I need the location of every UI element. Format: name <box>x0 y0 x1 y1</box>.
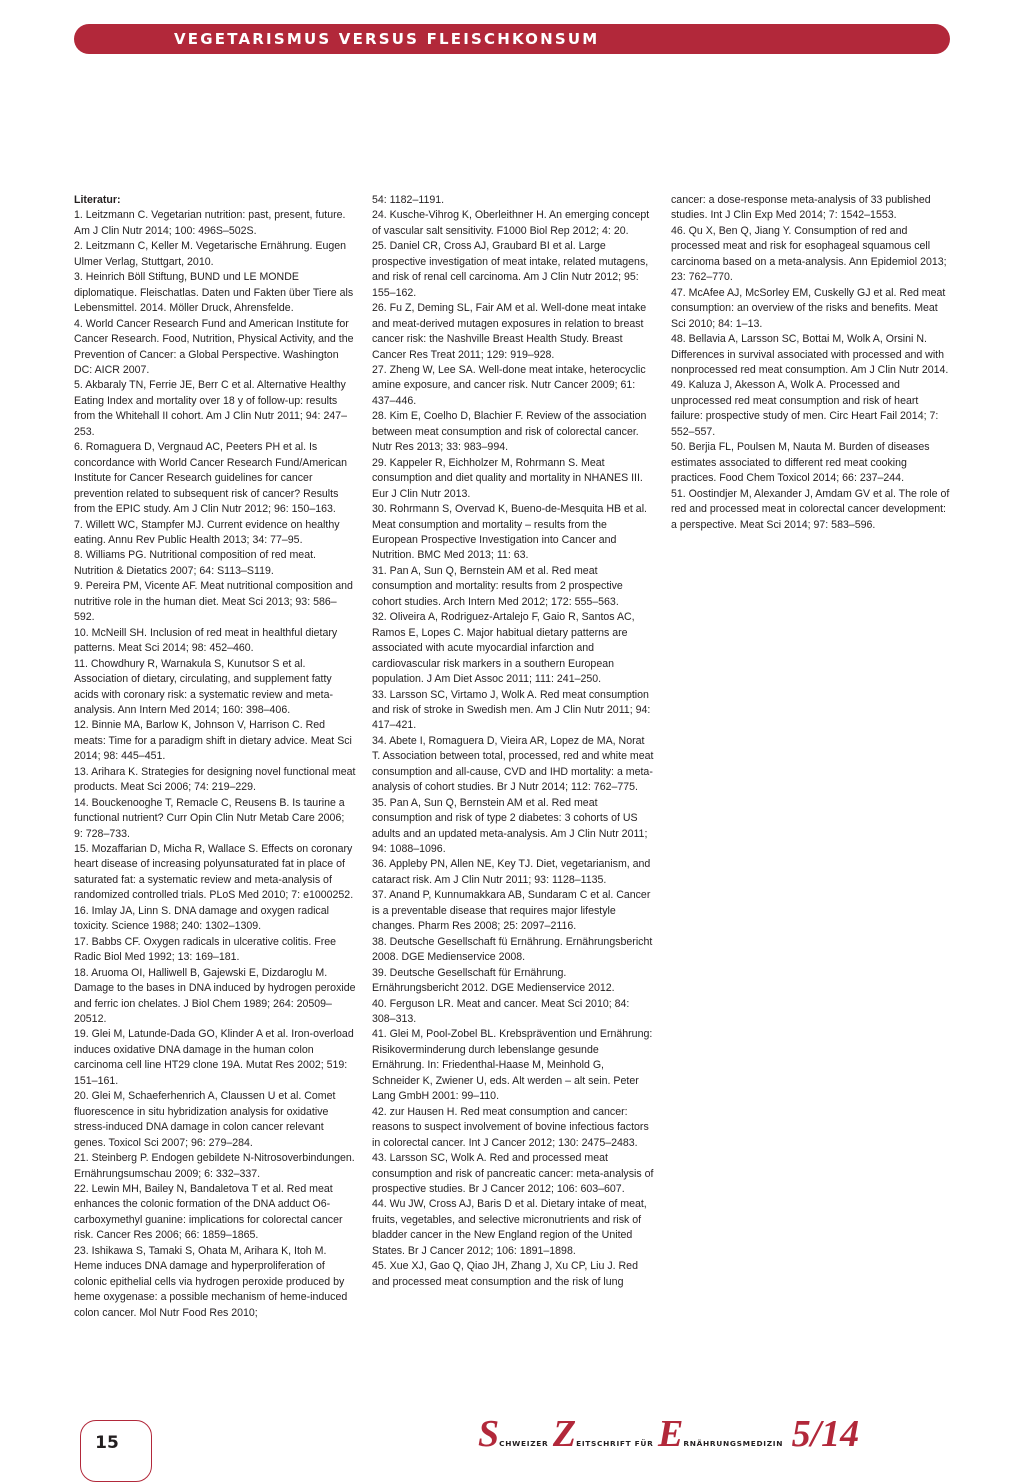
reference-entry: 33. Larsson SC, Virtamo J, Wolk A. Red meat consumption and risk of stroke in Swedish men. Am J Clin Nutr 2011; 94: 417–421. <box>372 688 651 732</box>
reference-entry: 14. Bouckenooghe T, Remacle C, Reusens B. Is taurine a functional nutrient? Curr Opin Clin Nutr Metab Care 2006; 9: 728–733. <box>74 796 345 840</box>
journal-word-1: CHWEIZER <box>499 1439 549 1448</box>
reference-entry: 43. Larsson SC, Wolk A. Red and processed meat consumption and risk of pancreatic cancer: meta-analysis of prospective studies. Br J Cancer 2012; 106: 603–607. <box>372 1152 654 1195</box>
reference-entry: 30. Rohrmann S, Overvad K, Bueno-de-Mesquita HB et al. Meat consumption and mortality – results from the European Prospective Investigation into Cancer and Nutrition. BMC Med 2013; 11: 63. <box>372 503 647 562</box>
reference-entry: 48. Bellavia A, Larsson SC, Bottai M, Wolk A, Orsini N. Differences in survival associated with processed and with nonprocessed red meat consumption. Am J Clin Nutr 2014. <box>671 333 949 376</box>
reference-entry: 1. Leitzmann C. Vegetarian nutrition: past, present, future. Am J Clin Nutr 2014; 100: 496S–502S. <box>74 209 346 237</box>
journal-initial-z: Z <box>552 1413 577 1455</box>
journal-logo <box>478 1412 860 1455</box>
reference-entry: 4. World Cancer Research Fund and American Institute for Cancer Research. Food, Nutrition, Physical Activity, and the Prevention of Cancer: a Global Perspective. Washington DC: AICR 2007. <box>74 317 354 376</box>
reference-entry: 49. Kaluza J, Akesson A, Wolk A. Processed and unprocessed red meat consumption and risk of heart failure: prospective study of men. Circ Heart Fail 2014; 7: 552–557. <box>671 379 939 438</box>
reference-entry: 24. Kusche-Vihrog K, Oberleithner H. An emerging concept of vascular salt sensitivity. F1000 Biol Rep 2012; 4: 20. <box>372 209 650 237</box>
reference-entry: 2. Leitzmann C, Keller M. Vegetarische Ernährung. Eugen Ulmer Verlag, Stuttgart, 2010. <box>74 240 347 268</box>
reference-entry: 31. Pan A, Sun Q, Bernstein AM et al. Red meat consumption and mortality: results from 2 prospective cohort studies. Arch Intern Med 2012; 172: 555–563. <box>372 564 623 608</box>
reference-entry: 19. Glei M, Latunde-Dada GO, Klinder A et al. Iron-overload induces oxidative DNA damage in the human colon carcinoma cell line HT29 clone 19A. Mutat Res 2002; 519: 151–161. <box>74 1028 354 1087</box>
reference-column-2 <box>372 193 654 1290</box>
reference-entry: 6. Romaguera D, Vergnaud AC, Peeters PH et al. Is concordance with World Cancer Research Fund/American Institute for Cancer Research guidelines for cancer prevention related to subsequent risk of cancer? Results from the EPIC study. Am J Clin Nutr 2012; 96: 150–163. <box>74 441 348 516</box>
reference-entry: 36. Appleby PN, Allen NE, Key TJ. Diet, vegetarianism, and cataract risk. Am J Clin Nutr 2011; 93: 1128–1135. <box>372 858 651 886</box>
page-number: 15 <box>95 1433 119 1453</box>
reference-entry: 44. Wu JW, Cross AJ, Baris D et al. Dietary intake of meat, fruits, vegetables, and selective micronutrients and risk of bladder cancer in the New England region of the United States. Br J Cancer 2012; 106: 1891–1898. <box>372 1198 647 1257</box>
literature-heading: Literatur: <box>74 194 121 206</box>
reference-entry: 11. Chowdhury R, Warnakula S, Kunutsor S et al. Association of dietary, circulating, and supplement fatty acids with coronary risk: a systematic review and meta-analysis. Ann Intern Med 2014; 160: 398–406. <box>74 657 334 716</box>
reference-entry: 29. Kappeler R, Eichholzer M, Rohrmann S. Meat consumption and diet quality and mortality in NHANES III. Eur J Clin Nutr 2013. <box>372 456 643 500</box>
journal-initial-s: S <box>478 1413 500 1455</box>
reference-entry: 40. Ferguson LR. Meat and cancer. Meat Sci 2010; 84: 308–313. <box>372 997 630 1026</box>
reference-entry: cancer: a dose-response meta-analysis of 33 published studies. Int J Clin Exp Med 2014; 7: 1542–1553. <box>671 194 931 222</box>
reference-entry: 27. Zheng W, Lee SA. Well-done meat intake, heterocyclic amine exposure, and cancer risk. Nutr Cancer 2009; 61: 437–446. <box>372 363 646 407</box>
reference-entry: 41. Glei M, Pool-Zobel BL. Krebsprävention und Ernährung: Risikoverminderung durch lebenslange gesunde Ernährung. In: Friedenthal-Haase M, Meinhold G, Schneider K, Zwiener U, eds. Alt werden – alt sein. Peter Lang GmbH 2001: 99–110. <box>372 1028 653 1103</box>
reference-entry: 5. Akbaraly TN, Ferrie JE, Berr C et al. Alternative Healthy Eating Index and mortality over 18 y of follow-up: results from the Whitehall II cohort. Am J Clin Nutr 2011; 94: 247–253. <box>74 379 348 438</box>
reference-entry: 26. Fu Z, Deming SL, Fair AM et al. Well-done meat intake and meat-derived mutagen exposures in relation to breast cancer risk: the Nashville Breast Health Study. Breast Cancer Res Treat 2011; 129: 919–928. <box>372 302 647 361</box>
reference-entry: 25. Daniel CR, Cross AJ, Graubard BI et al. Large prospective investigation of meat intake, related mutagens, and risk of renal cell carcinoma. Am J Clin Nutr 2012; 95: 155–162. <box>372 240 649 299</box>
section-title: VEGETARISMUS VERSUS FLEISCHKONSUM <box>174 30 600 48</box>
reference-entry: 22. Lewin MH, Bailey N, Bandaletova T et al. Red meat enhances the colonic formation of the DNA adduct O6-carboxymethyl guanine: implications for colorectal cancer risk. Cancer Res 2006; 66: 1859–1865. <box>74 1183 343 1242</box>
reference-entry: 12. Binnie MA, Barlow K, Johnson V, Harrison C. Red meats: Time for a paradigm shift in dietary advice. Meat Sci 2014; 98: 445–451. <box>74 719 352 763</box>
reference-entry: 46. Qu X, Ben Q, Jiang Y. Consumption of red and processed meat and risk for esophageal squamous cell carcinoma based on a meta-analysis. Ann Epidemiol 2013; 23: 762–770. <box>671 224 947 284</box>
reference-entry: 13. Arihara K. Strategies for designing novel functional meat products. Meat Sci 2006; 74: 219–229. <box>74 765 356 794</box>
reference-entry: 10. McNeill SH. Inclusion of red meat in healthful dietary patterns. Meat Sci 2014; 98: 452–460. <box>74 626 338 655</box>
page-number-badge <box>80 1420 152 1482</box>
reference-entry: 32. Oliveira A, Rodriguez-Artalejo F, Gaio R, Santos AC, Ramos E, Lopes C. Major habitual dietary patterns are associated with acute myocardial infarction and cardiovascular risk markers in a southern European population. J Am Diet Assoc 2011; 111: 241–250. <box>372 611 635 686</box>
reference-entry: 39. Deutsche Gesellschaft für Ernährung. Ernährungsbericht 2012. DGE Medienservice 2012. <box>372 966 615 995</box>
reference-entry: 38. Deutsche Gesellschaft fü Ernährung. Ernährungsbericht 2008. DGE Medienservice 2008. <box>372 935 653 964</box>
reference-entry: 23. Ishikawa S, Tamaki S, Ohata M, Arihara K, Itoh M. Heme induces DNA damage and hyperproliferation of colonic epithelial cells via hydrogen peroxide produced by heme oxygenase: a possible mechanism of heme-induced colon cancer. Mol Nutr Food Res 2010; <box>74 1244 348 1319</box>
reference-entry: 3. Heinrich Böll Stiftung, BUND und LE MONDE diplomatique. Fleischatlas. Daten und Fakten über Tiere als Lebensmittel. 2014. Möller Druck, Ahrensfelde. <box>74 271 354 315</box>
journal-initial-e: E <box>657 1413 684 1455</box>
reference-entry: 16. Imlay JA, Linn S. DNA damage and oxygen radical toxicity. Science 1988; 240: 1302–1309. <box>74 904 329 933</box>
journal-word-2: EITSCHRIFT FÜR <box>576 1439 654 1448</box>
reference-entry: 28. Kim E, Coelho D, Blachier F. Review of the association between meat consumption and risk of colorectal cancer. Nutr Res 2013; 33: 983–994. <box>372 410 647 454</box>
reference-entry: 47. McAfee AJ, McSorley EM, Cuskelly GJ et al. Red meat consumption: an overview of the risks and benefits. Meat Sci 2010; 84: 1–13. <box>671 286 946 330</box>
reference-entry: 45. Xue XJ, Gao Q, Qiao JH, Zhang J, Xu CP, Liu J. Red and processed meat consumption and the risk of lung <box>372 1260 638 1288</box>
reference-entry: 54: 1182–1191. <box>372 194 445 206</box>
reference-entry: 50. Berjia FL, Poulsen M, Nauta M. Burden of diseases estimates associated to different red meat cooking practices. Food Chem Toxicol 2014; 66: 237–244. <box>671 441 930 485</box>
journal-issue: 5/14 <box>791 1413 860 1455</box>
reference-column-3 <box>671 193 953 533</box>
reference-entry: 7. Willett WC, Stampfer MJ. Current evidence on healthy eating. Annu Rev Public Health 2013; 34: 77–95. <box>74 518 340 546</box>
reference-column-1 <box>74 193 356 1321</box>
reference-entry: 8. Williams PG. Nutritional composition of red meat. Nutrition & Dietatics 2007; 64: S113–S119. <box>74 549 316 577</box>
reference-entry: 51. Oostindjer M, Alexander J, Amdam GV et al. The role of red and processed meat in colorectal cancer development: a perspective. Meat Sci 2014; 97: 583–596. <box>671 487 950 531</box>
reference-entry: 18. Aruoma OI, Halliwell B, Gajewski E, Dizdaroglu M. Damage to the bases in DNA induced by hydrogen peroxide and ferric ion chelates. J Biol Chem 1989; 264: 20509–20512. <box>74 966 356 1026</box>
header-band <box>74 24 950 54</box>
reference-entry: 21. Steinberg P. Endogen gebildete N-Nitrosoverbindungen. Ernährungsumschau 2009; 6: 332–337. <box>74 1152 355 1180</box>
journal-word-3: RNÄHRUNGSMEDIZIN <box>683 1439 784 1448</box>
reference-entry: 9. Pereira PM, Vicente AF. Meat nutritional composition and nutritive role in the human diet. Meat Sci 2013; 93: 586–592. <box>74 580 353 624</box>
reference-entry: 17. Babbs CF. Oxygen radicals in ulcerative colitis. Free Radic Biol Med 1992; 13: 169–181. <box>74 935 337 964</box>
reference-entry: 34. Abete I, Romaguera D, Vieira AR, Lopez de MA, Norat T. Association between total, processed, red and white meat consumption and all-cause, CVD and IHD mortality: a meta-analysis of cohort studies. Br J Nutr 2014; 112: 762–775. <box>372 734 654 794</box>
reference-entry: 20. Glei M, Schaeferhenrich A, Claussen U et al. Comet fluorescence in situ hybridization analysis for oxidative stress-induced DNA damage in colon cancer relevant genes. Toxicol Sci 2007; 96: 279–284. <box>74 1090 336 1149</box>
reference-entry: 37. Anand P, Kunnumakkara AB, Sundaram C et al. Cancer is a preventable disease that requires major lifestyle changes. Pharm Res 2008; 25: 2097–2116. <box>372 889 651 933</box>
reference-entry: 15. Mozaffarian D, Micha R, Wallace S. Effects on coronary heart disease of increasing polyunsaturated fat in place of saturated fat: a systematic review and meta-analysis of randomized controlled trials. PLoS Med 2010; 7: e1000252. <box>74 843 354 902</box>
reference-entry: 42. zur Hausen H. Red meat consumption and cancer: reasons to suspect involvement of bovine infectious factors in colorectal cancer. Int J Cancer 2012; 130: 2475–2483. <box>372 1105 649 1149</box>
reference-entry: 35. Pan A, Sun Q, Bernstein AM et al. Red meat consumption and risk of type 2 diabetes: 3 cohorts of US adults and an updated meta-analysis. Am J Clin Nutr 2011; 94: 1088–1096. <box>372 796 648 856</box>
